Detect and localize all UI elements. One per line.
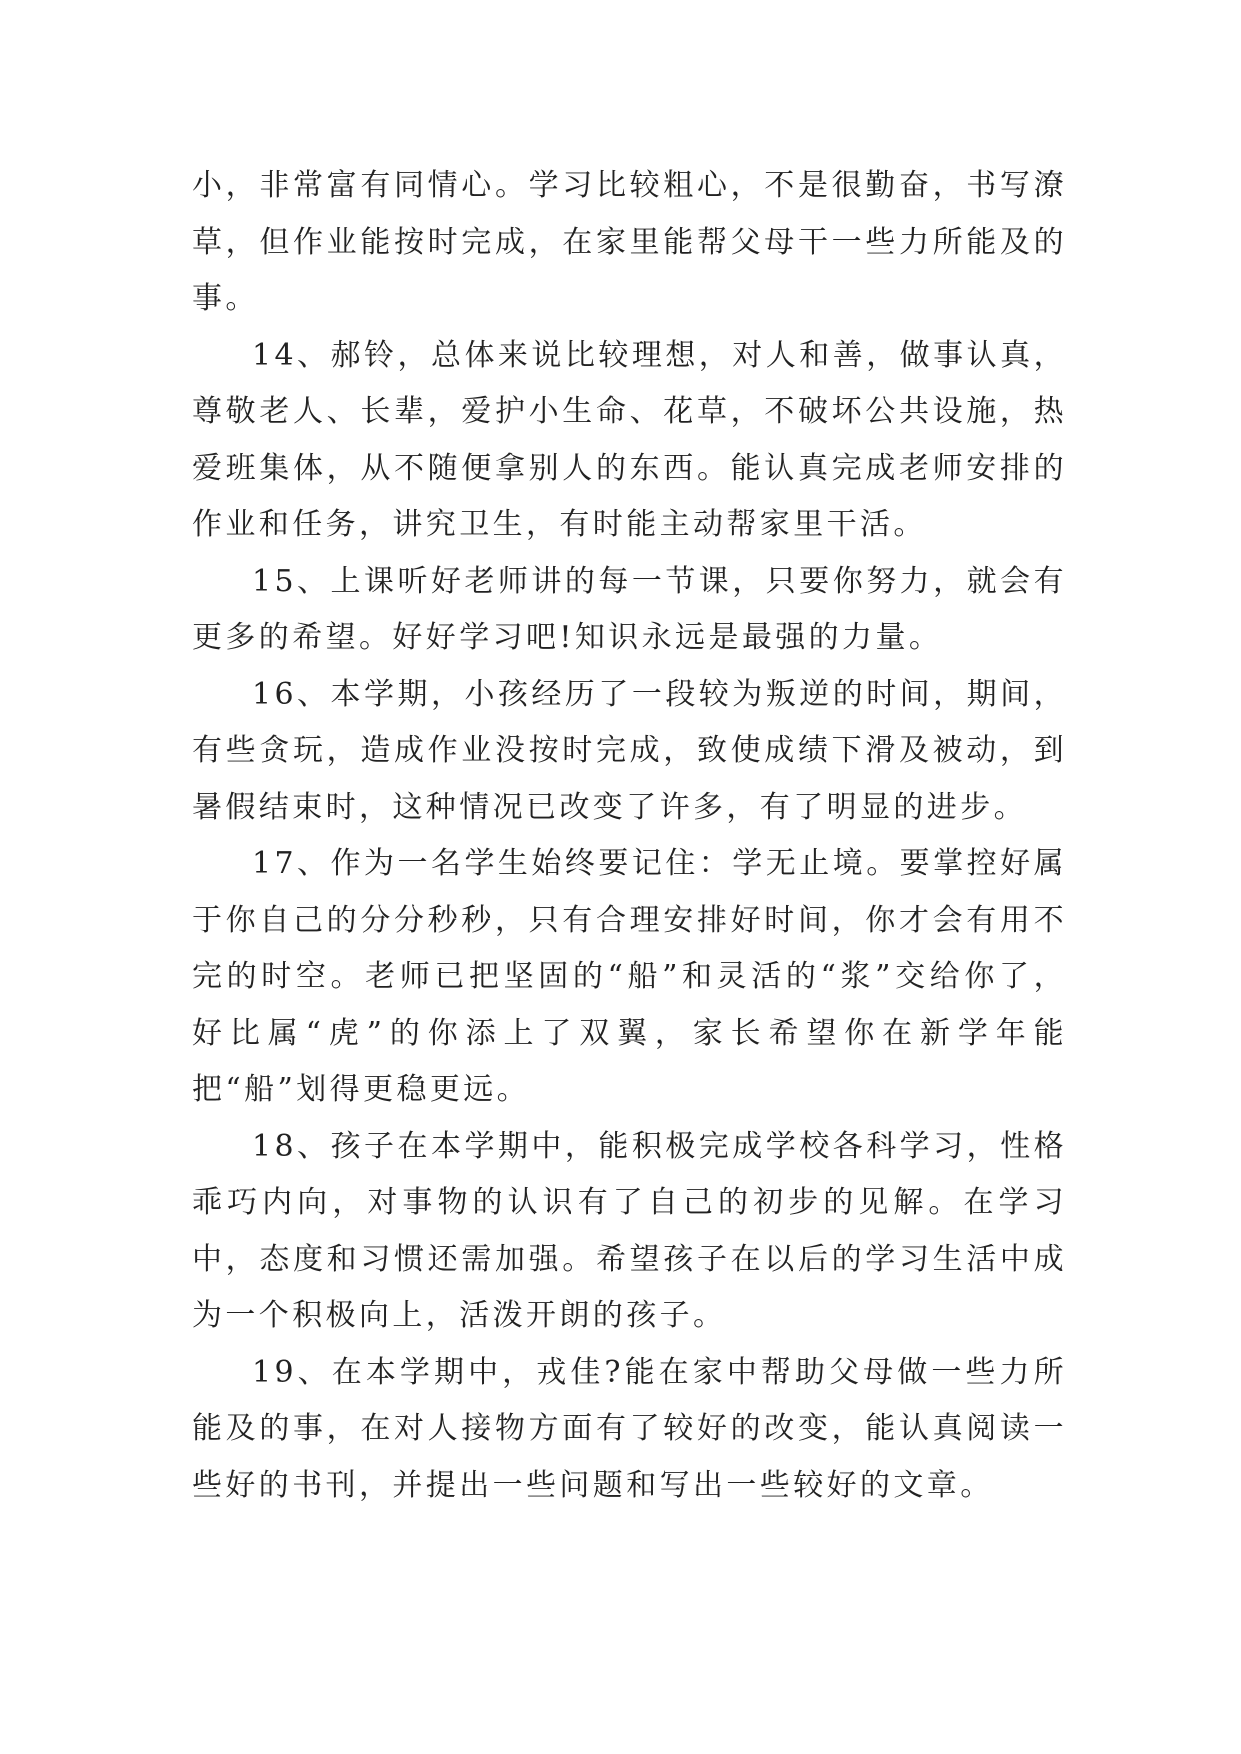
paragraph-item-16: 16、本学期，小孩经历了一段较为叛逆的时间，期间，有些贪玩，造成作业没按时完成，致使成绩下滑及被动，到暑假结束时，这种情况已改变了许多，有了明显的进步。 bbox=[192, 676, 1067, 825]
document-body bbox=[192, 158, 1067, 1514]
paragraph-item-19: 19、在本学期中，戎佳?能在家中帮助父母做一些力所能及的事，在对人接物方面有了较好的改变，能认真阅读一些好的书刊，并提出一些问题和写出一些较好的文章。 bbox=[192, 1354, 1067, 1503]
paragraph-item-17: 17、作为一名学生始终要记住：学无止境。要掌控好属于你自己的分分秒秒，只有合理安排好时间，你才会有用不完的时空。老师已把坚固的“船”和灵活的“浆”交给你了，好比属“虎”的你添上了双翼，家长希望你在新学年能把“船”划得更稳更远。 bbox=[192, 846, 1067, 1107]
paragraph-item-18: 18、孩子在本学期中，能积极完成学校各科学习，性格乖巧内向，对事物的认识有了自己的初步的见解。在学习中，态度和习惯还需加强。希望孩子在以后的学习生活中成为一个积极向上，活泼开朗的孩子。 bbox=[192, 1128, 1067, 1333]
paragraph-continuation: 小，非常富有同情心。学习比较粗心，不是很勤奋，书写潦草，但作业能按时完成，在家里能帮父母干一些力所能及的事。 bbox=[192, 168, 1067, 316]
paragraph-item-15: 15、上课听好老师讲的每一节课，只要你努力，就会有更多的希望。好好学习吧!知识永远是最强的力量。 bbox=[192, 563, 1067, 655]
paragraph-item-14: 14、郝铃，总体来说比较理想，对人和善，做事认真，尊敬老人、长辈，爱护小生命、花草，不破坏公共设施，热爱班集体，从不随便拿别人的东西。能认真完成老师安排的作业和任务，讲究卫生，有时能主动帮家里干活。 bbox=[192, 337, 1067, 542]
